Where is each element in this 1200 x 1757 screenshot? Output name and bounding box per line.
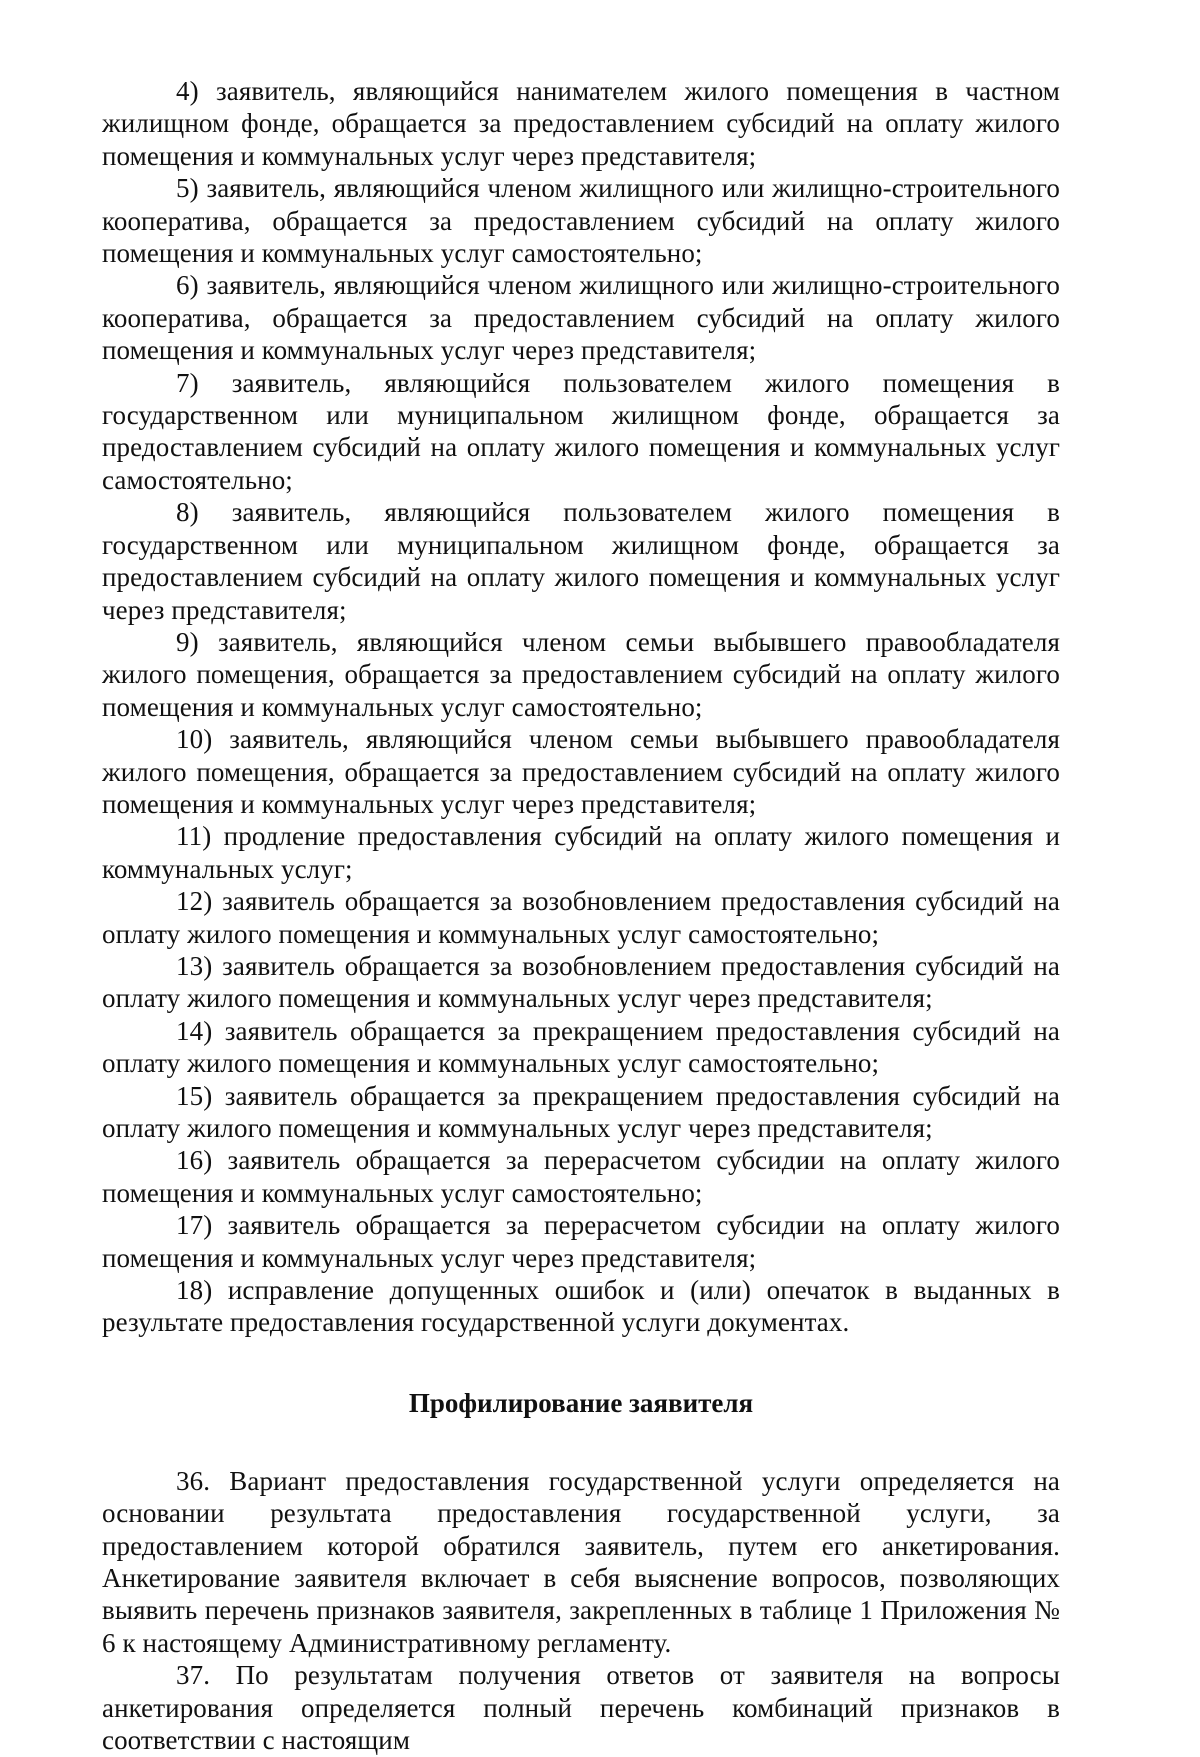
list-item: 7) заявитель, являющийся пользователем жилого помещения в государственном или муниципальном жилищном фонде, обращается за предоставлением субсидий на оплату жилого помещения и коммунальных услуг самостоятельно; [102, 367, 1060, 495]
list-item: 5) заявитель, являющийся членом жилищного или жилищно-строительного кооператива, обращается за предоставлением субсидий на оплату жилого помещения и коммунальных услуг самостоятельно; [102, 173, 1060, 269]
list-item: 15) заявитель обращается за прекращением предоставления субсидий на оплату жилого помещения и коммунальных услуг через представителя; [102, 1080, 1060, 1143]
paragraph: 36. Вариант предоставления государственной услуги определяется на основании результата предоставления государственной услуги, за предоставлением которой обратился заявитель, путем его анкетирования. Анкетирование заявителя включает в себя выяснение вопросов, позволяющих выявить перечень признаков заявителя, закрепленных в таблице 1 Приложения № 6 к настоящему Административному регламенту. [102, 1465, 1060, 1658]
list-item: 11) продление предоставления субсидий на оплату жилого помещения и коммунальных услуг; [102, 821, 1060, 884]
list-item: 8) заявитель, являющийся пользователем жилого помещения в государственном или муниципальном жилищном фонде, обращается за предоставлением субсидий на оплату жилого помещения и коммунальных услуг через представителя; [102, 497, 1060, 625]
list-item: 10) заявитель, являющийся членом семьи выбывшего правообладателя жилого помещения, обращается за предоставлением субсидий на оплату жилого помещения и коммунальных услуг через представителя; [102, 724, 1060, 819]
paragraph: 37. По результатам получения ответов от заявителя на вопросы анкетирования определяется полный перечень комбинаций признаков в соответствии с настоящим [102, 1660, 1060, 1756]
list-item: 4) заявитель, являющийся нанимателем жилого помещения в частном жилищном фонде, обращается за предоставлением субсидий на оплату жилого помещения и коммунальных услуг через представителя; [102, 76, 1060, 171]
section-body [102, 1465, 1060, 1757]
list-item: 13) заявитель обращается за возобновлением предоставления субсидий на оплату жилого помещения и коммунальных услуг через представителя; [102, 950, 1060, 1014]
list-item: 17) заявитель обращается за перерасчетом субсидии на оплату жилого помещения и коммунальных услуг через представителя; [102, 1210, 1060, 1273]
list-item: 6) заявитель, являющийся членом жилищного или жилищно-строительного кооператива, обращается за предоставлением субсидий на оплату жилого помещения и коммунальных услуг через представителя; [102, 270, 1060, 366]
list-item: 12) заявитель обращается за возобновлением предоставления субсидий на оплату жилого помещения и коммунальных услуг самостоятельно; [102, 886, 1060, 949]
section-heading: Профилирование заявителя [408, 1387, 754, 1418]
service-variants-list [102, 75, 1060, 1339]
list-item: 14) заявитель обращается за прекращением предоставления субсидий на оплату жилого помещения и коммунальных услуг самостоятельно; [102, 1015, 1060, 1079]
list-item: 9) заявитель, являющийся членом семьи выбывшего правообладателя жилого помещения, обращается за предоставлением субсидий на оплату жилого помещения и коммунальных услуг самостоятельно; [102, 626, 1060, 722]
list-item: 18) исправление допущенных ошибок и (или) опечаток в выданных в результате предоставления государственной услуги документах. [102, 1275, 1060, 1338]
list-item: 16) заявитель обращается за перерасчетом субсидии на оплату жилого помещения и коммунальных услуг самостоятельно; [102, 1145, 1060, 1208]
